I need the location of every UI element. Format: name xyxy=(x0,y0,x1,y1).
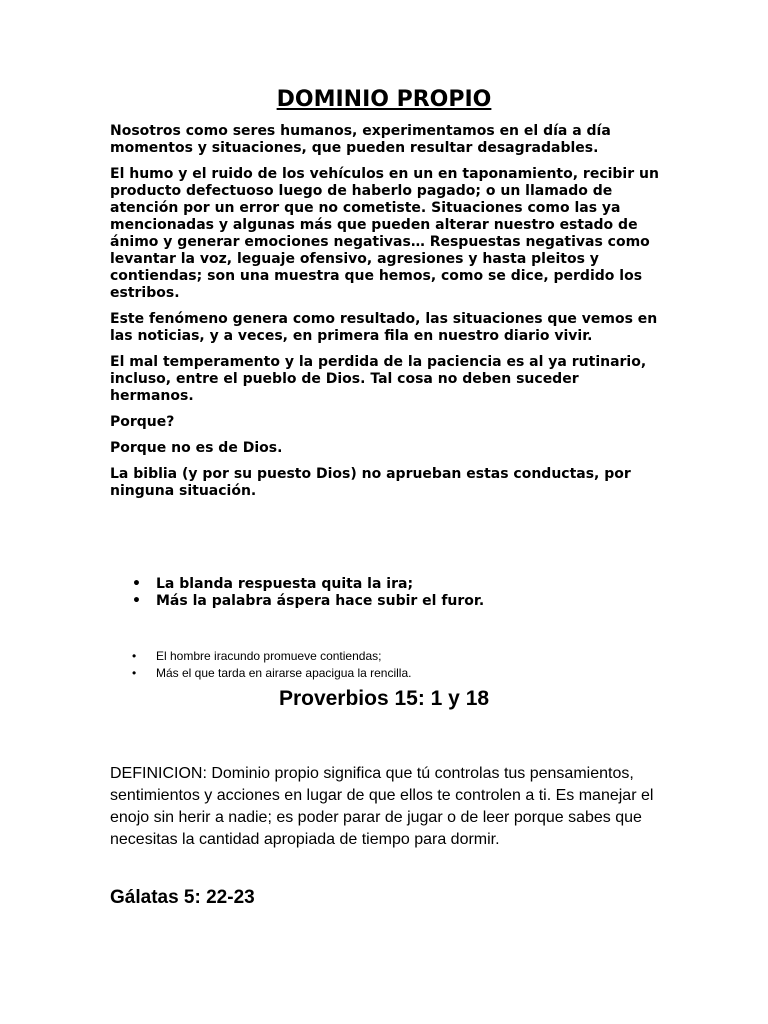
bullet-icon: • xyxy=(132,576,141,592)
document-title: DOMINIO PROPIO xyxy=(276,87,492,112)
paragraph-phenomenon: Este fenómeno genera como resultado, las situaciones que vemos en las noticias, y a veces, en primera fila en nuestro diario vivir. xyxy=(110,311,658,344)
paragraph-temperament: El mal temperamento y la perdida de la paciencia es al ya rutinario, incluso, entre el pueblo de Dios. Tal cosa no deben suceder hermanos. xyxy=(110,354,647,404)
scripture-reference-galatas: Gálatas 5: 22-23 xyxy=(110,887,255,908)
paragraph-answer: Porque no es de Dios. xyxy=(110,440,283,456)
verse-list-small xyxy=(110,648,670,682)
list-item xyxy=(110,593,670,610)
list-item xyxy=(110,576,670,593)
bullet-icon: • xyxy=(132,666,137,680)
list-item-text: Más el que tarda en airarse apacigua la rencilla. xyxy=(156,666,412,680)
list-item-text: El hombre iracundo promueve contiendas; xyxy=(156,649,382,663)
bullet-icon: • xyxy=(132,649,137,663)
verse-list-bold xyxy=(110,576,670,610)
list-item xyxy=(110,648,670,665)
list-item-text: Más la palabra áspera hace subir el furor. xyxy=(156,593,485,609)
definition-paragraph: DEFINICION: Dominio propio significa que tú controlas tus pensamientos, sentimientos y acciones en lugar de que ellos te controlen a ti. Es manejar el enojo sin herir a nadie; es poder parar de jugar o de leer porque sabes que necesitas la cantidad apropiada de tiempo para dormir. xyxy=(110,765,654,848)
paragraph-question: Porque? xyxy=(110,414,175,430)
list-item-text: La blanda respuesta quita la ira; xyxy=(156,576,414,592)
paragraph-bible: La biblia (y por su puesto Dios) no aprueban estas conductas, por ninguna situación. xyxy=(110,466,631,499)
scripture-reference-proverbios: Proverbios 15: 1 y 18 xyxy=(278,687,490,710)
paragraph-intro: Nosotros como seres humanos, experimentamos en el día a día momentos y situaciones, que pueden resultar desagradables. xyxy=(110,123,611,156)
list-item xyxy=(110,665,670,682)
body-text xyxy=(110,123,662,509)
paragraph-examples: El humo y el ruido de los vehículos en un en taponamiento, recibir un producto defectuoso luego de haberlo pagado; o un llamado de atención por un error que no cometiste. Situaciones como las ya mencionadas y algunas más que pueden alterar nuestro estado de ánimo y generar emociones negativas… Respuestas negativas como levantar la voz, leguaje ofensivo, agresiones y hasta pleitos y contiendas; son una muestra que hemos, como se dice, perdido los estribos. xyxy=(110,166,659,301)
bullet-icon: • xyxy=(132,593,141,609)
